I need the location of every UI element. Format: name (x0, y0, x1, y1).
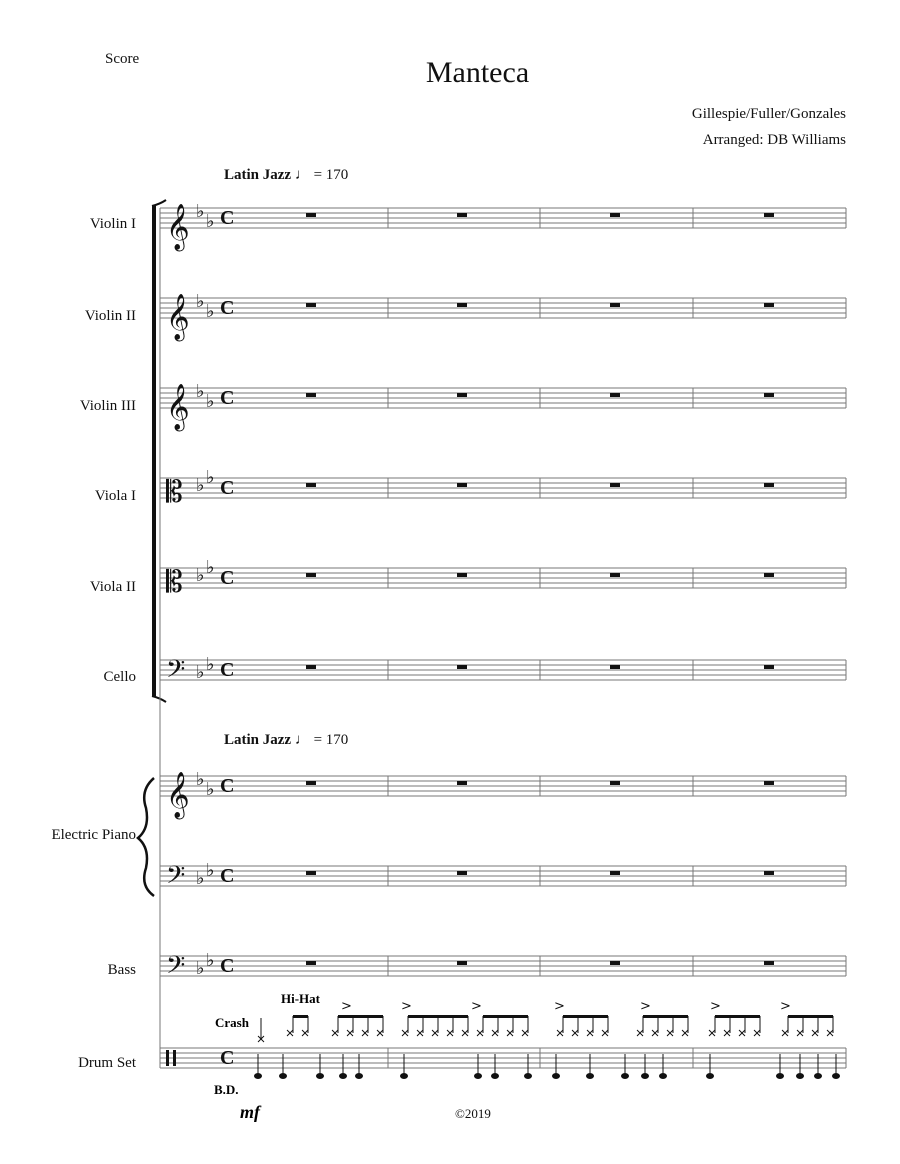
whole-rest-icon (457, 781, 467, 785)
tempo-style: Latin Jazz (224, 732, 292, 748)
whole-rest-icon (457, 573, 467, 577)
common-time-icon: C (220, 567, 235, 589)
instrument-label-viola-2: Viola II (89, 579, 136, 595)
bracket-hook-bottom (152, 696, 166, 702)
whole-rest-icon (764, 871, 774, 875)
beam (715, 1015, 760, 1018)
accent-icon: > (780, 999, 791, 1014)
tempo-bpm: = 170 (313, 167, 349, 183)
whole-rest-icon (457, 303, 467, 307)
whole-rest-icon (764, 213, 774, 217)
treble-clef-icon: 𝄞 (166, 384, 190, 430)
whole-rest-icon (610, 871, 620, 875)
beam (293, 1015, 308, 1018)
bass-clef-icon: 𝄢 (166, 861, 186, 896)
whole-rest-icon (306, 871, 316, 875)
beam (788, 1015, 833, 1018)
staves (160, 208, 846, 1068)
common-time-icon: C (220, 207, 235, 229)
treble-clef-icon: 𝄞 (166, 772, 190, 818)
flat-icon: ♭ (206, 211, 215, 232)
arranger-credit: Arranged: DB Williams (702, 132, 846, 148)
whole-rest-icon (610, 781, 620, 785)
flat-icon: ♭ (196, 291, 205, 312)
flat-icon: ♭ (206, 557, 215, 578)
instrument-label-drum-set: Drum Set (78, 1055, 136, 1071)
flat-icon: ♭ (196, 662, 205, 683)
treble-clef-icon: 𝄞 (166, 204, 190, 250)
whole-rest-icon (764, 303, 774, 307)
bracket-hook-top (152, 200, 166, 206)
flat-icon: ♭ (196, 769, 205, 790)
dynamic-mf: mf (240, 1102, 260, 1122)
whole-rest-icon (610, 483, 620, 487)
instrument-label-cello: Cello (103, 669, 136, 685)
whole-rest-icon (306, 781, 316, 785)
whole-rest-icon (306, 573, 316, 577)
whole-rest-icon (306, 213, 316, 217)
staff-symbols (166, 201, 840, 1079)
common-time-icon: C (220, 659, 235, 681)
whole-rest-icon (610, 213, 620, 217)
beam (483, 1015, 528, 1018)
whole-rest-icon (457, 961, 467, 965)
tempo-style: Latin Jazz (224, 167, 292, 183)
flat-icon: ♭ (196, 381, 205, 402)
score-label: Score (105, 51, 140, 67)
whole-rest-icon (764, 573, 774, 577)
common-time-icon: C (220, 865, 235, 887)
bass-drum-label: B.D. (214, 1082, 239, 1097)
whole-rest-icon (610, 573, 620, 577)
common-time-icon: C (220, 955, 235, 977)
whole-rest-icon (457, 393, 467, 397)
flat-icon: ♭ (206, 860, 215, 881)
flat-icon: ♭ (196, 201, 205, 222)
flat-icon: ♭ (206, 779, 215, 800)
instrument-label-bass: Bass (107, 962, 136, 978)
common-time-icon: C (220, 775, 235, 797)
composer-credit: Gillespie/Fuller/Gonzales (691, 106, 846, 122)
common-time-icon: C (220, 477, 235, 499)
tempo-bpm: = 170 (313, 732, 349, 748)
bass-clef-icon: 𝄢 (166, 951, 186, 986)
flat-icon: ♭ (196, 565, 205, 586)
system-brackets (138, 200, 166, 1068)
quarter-note-icon: ♩ (294, 167, 310, 183)
whole-rest-icon (764, 483, 774, 487)
common-time-icon: C (220, 387, 235, 409)
whole-rest-icon (457, 665, 467, 669)
flat-icon: ♭ (196, 868, 205, 889)
treble-clef-icon: 𝄞 (166, 294, 190, 340)
whole-rest-icon (764, 665, 774, 669)
accent-icon: > (640, 999, 651, 1014)
instrument-label-violin-3: Violin III (79, 398, 136, 414)
instrument-label-viola-1: Viola I (94, 488, 136, 504)
flat-icon: ♭ (196, 475, 205, 496)
whole-rest-icon (610, 393, 620, 397)
piano-brace (138, 778, 154, 896)
beam (643, 1015, 688, 1018)
flat-icon: ♭ (206, 950, 215, 971)
whole-rest-icon (306, 665, 316, 669)
whole-rest-icon (306, 483, 316, 487)
beam (563, 1015, 608, 1018)
whole-rest-icon (457, 871, 467, 875)
flat-icon: ♭ (206, 301, 215, 322)
whole-rest-icon (764, 781, 774, 785)
flat-icon: ♭ (206, 467, 215, 488)
common-time-icon: C (220, 1047, 235, 1069)
beam (338, 1015, 383, 1018)
accent-icon: > (471, 999, 482, 1014)
whole-rest-icon (306, 303, 316, 307)
strings-bracket (152, 206, 156, 696)
whole-rest-icon (764, 393, 774, 397)
whole-rest-icon (457, 483, 467, 487)
whole-rest-icon (306, 393, 316, 397)
accent-icon: > (710, 999, 721, 1014)
accent-icon: > (401, 999, 412, 1014)
percussion-clef-icon (166, 1050, 169, 1066)
copyright-notice: ©2019 (455, 1106, 491, 1121)
crash-label: Crash (215, 1015, 249, 1030)
whole-rest-icon (306, 961, 316, 965)
percussion-clef-icon (173, 1050, 176, 1066)
instrument-label-violin-2: Violin II (84, 308, 136, 324)
hihat-label: Hi-Hat (281, 991, 320, 1006)
common-time-icon: C (220, 297, 235, 319)
alto-clef-icon: 𝄡 (166, 475, 183, 510)
beam (408, 1015, 468, 1018)
bass-clef-icon: 𝄢 (166, 655, 186, 690)
instrument-label-violin-1: Violin I (89, 216, 136, 232)
accent-icon: > (341, 999, 352, 1014)
instrument-label-electric-piano: Electric Piano (51, 827, 136, 843)
quarter-note-icon: ♩ (294, 732, 310, 748)
alto-clef-icon: 𝄡 (166, 565, 183, 600)
whole-rest-icon (610, 303, 620, 307)
flat-icon: ♭ (206, 391, 215, 412)
whole-rest-icon (610, 961, 620, 965)
whole-rest-icon (610, 665, 620, 669)
whole-rest-icon (764, 961, 774, 965)
flat-icon: ♭ (206, 654, 215, 675)
piece-title: Manteca (425, 56, 530, 89)
accent-icon: > (554, 999, 565, 1014)
whole-rest-icon (457, 213, 467, 217)
flat-icon: ♭ (196, 958, 205, 979)
